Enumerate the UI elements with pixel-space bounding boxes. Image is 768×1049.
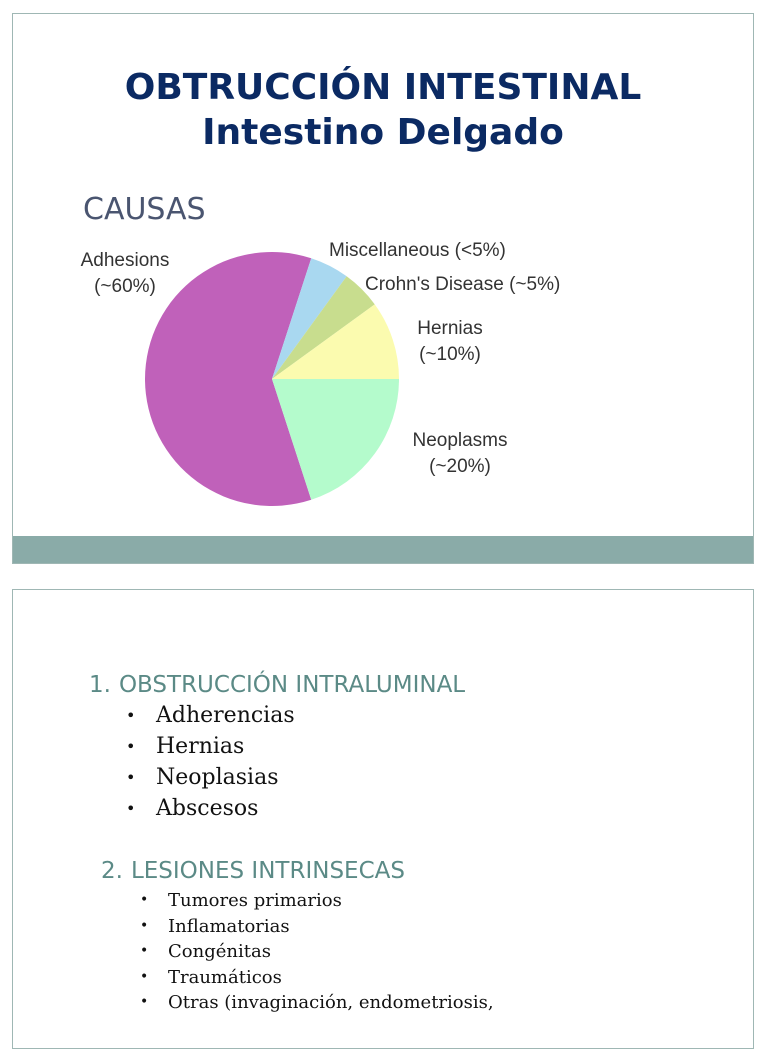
pie-chart — [13, 14, 754, 564]
slide-footer-bar — [13, 536, 753, 563]
list-item: • Otras (invaginación, endometriosis, — [140, 990, 494, 1016]
section-number: 2. — [101, 858, 123, 884]
label-neoplasms: Neoplasms — [412, 430, 508, 451]
list-item: • Traumáticos — [140, 965, 494, 991]
section-title: OBSTRUCCIÓN INTRALUMINAL — [118, 672, 466, 698]
list-item: • Congénitas — [140, 939, 494, 965]
list-item: • Adherencias — [126, 700, 295, 731]
section-heading-intraluminal — [89, 672, 465, 698]
list-item: • Inflamatorias — [140, 914, 494, 940]
slide-1 — [12, 13, 754, 564]
causes-heading: CAUSAS — [83, 192, 206, 227]
list-item: • Tumores primarios — [140, 888, 494, 914]
intraluminal-list — [126, 700, 295, 824]
slide-title: OBTRUCCIÓN INTESTINAL — [124, 67, 642, 108]
section-title: LESIONES INTRINSECAS — [130, 858, 405, 884]
intrinsic-list — [140, 888, 494, 1016]
section-number: 1. — [89, 672, 111, 698]
list-item: • Abscesos — [126, 793, 295, 824]
label-adhesions-value: (~60%) — [94, 276, 156, 297]
label-adhesions: Adhesions — [80, 250, 170, 271]
label-hernias: Hernias — [417, 318, 483, 339]
list-item: • Hernias — [126, 731, 295, 762]
label-neoplasms-value: (~20%) — [429, 456, 491, 477]
slide-subtitle-heading: Intestino Delgado — [202, 112, 564, 153]
list-item: • Neoplasias — [126, 762, 295, 793]
section-heading-intrinsic — [101, 858, 405, 884]
label-misc: Miscellaneous (<5%) — [329, 240, 506, 261]
label-crohns: Crohn's Disease (~5%) — [365, 274, 561, 295]
slide-2 — [12, 589, 754, 1049]
label-hernias-value: (~10%) — [419, 344, 481, 365]
